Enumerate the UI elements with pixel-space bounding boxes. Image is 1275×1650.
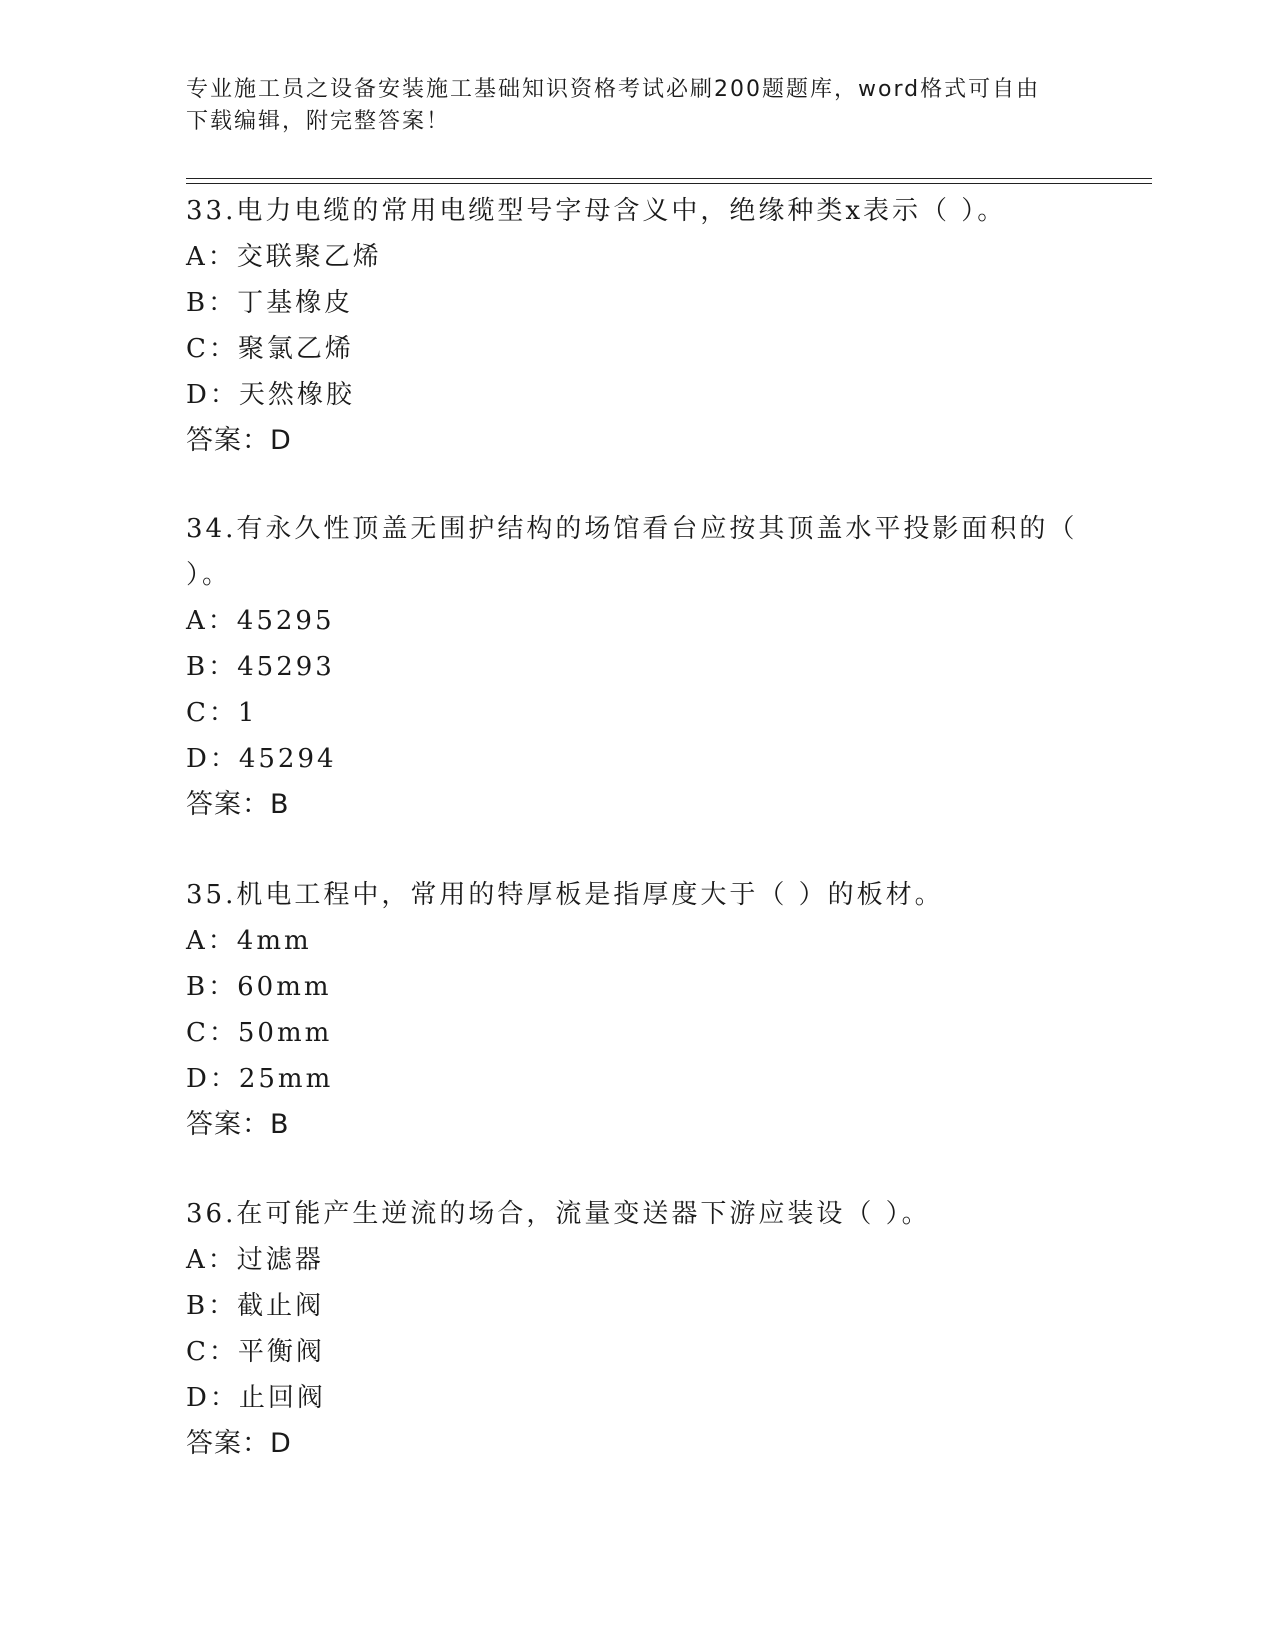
option-c: C：平衡阀	[186, 1337, 325, 1367]
option-a: A：过滤器	[186, 1245, 324, 1275]
header-rule-top	[186, 178, 1152, 179]
option-c: C：1	[186, 698, 258, 728]
option-b: B：45293	[186, 652, 335, 682]
option-a: A：45295	[186, 606, 335, 636]
option-a: A：交联聚乙烯	[186, 242, 382, 272]
header-line-2: 下载编辑，附完整答案！	[186, 109, 451, 134]
option-a: A：4mm	[186, 926, 312, 956]
question-stem: 35.机电工程中，常用的特厚板是指厚度大于（ ）的板材。	[186, 880, 944, 910]
option-d: D：天然橡胶	[186, 380, 355, 410]
option-c: C：50mm	[186, 1018, 333, 1048]
question-stem: 34.有永久性顶盖无围护结构的场馆看台应按其顶盖水平投影面积的（ ）。	[186, 514, 1078, 590]
answer-line: 答案：D	[186, 425, 292, 456]
question-stem: 33.电力电缆的常用电缆型号字母含义中，绝缘种类x表示（ ）。	[186, 196, 1007, 226]
answer-line: 答案：B	[186, 1109, 290, 1140]
answer-line: 答案：D	[186, 1428, 292, 1459]
option-c: C：聚氯乙烯	[186, 334, 354, 364]
question-36	[186, 1191, 1086, 1467]
question-34	[186, 506, 1086, 828]
document-header	[186, 74, 1066, 138]
option-b: B：60mm	[186, 972, 332, 1002]
option-d: D：45294	[186, 744, 337, 774]
question-35	[186, 872, 1086, 1148]
option-d: D：25mm	[186, 1064, 334, 1094]
option-b: B：丁基橡皮	[186, 288, 354, 318]
header-line-1: 专业施工员之设备安装施工基础知识资格考试必刷200题题库，word格式可自由	[186, 77, 1041, 102]
header-rule-bottom	[186, 183, 1152, 184]
option-b: B：截止阀	[186, 1291, 325, 1321]
question-33	[186, 188, 1086, 464]
option-d: D：止回阀	[186, 1383, 326, 1413]
question-stem: 36.在可能产生逆流的场合，流量变送器下游应装设（ ）。	[186, 1199, 931, 1229]
answer-line: 答案：B	[186, 789, 290, 820]
